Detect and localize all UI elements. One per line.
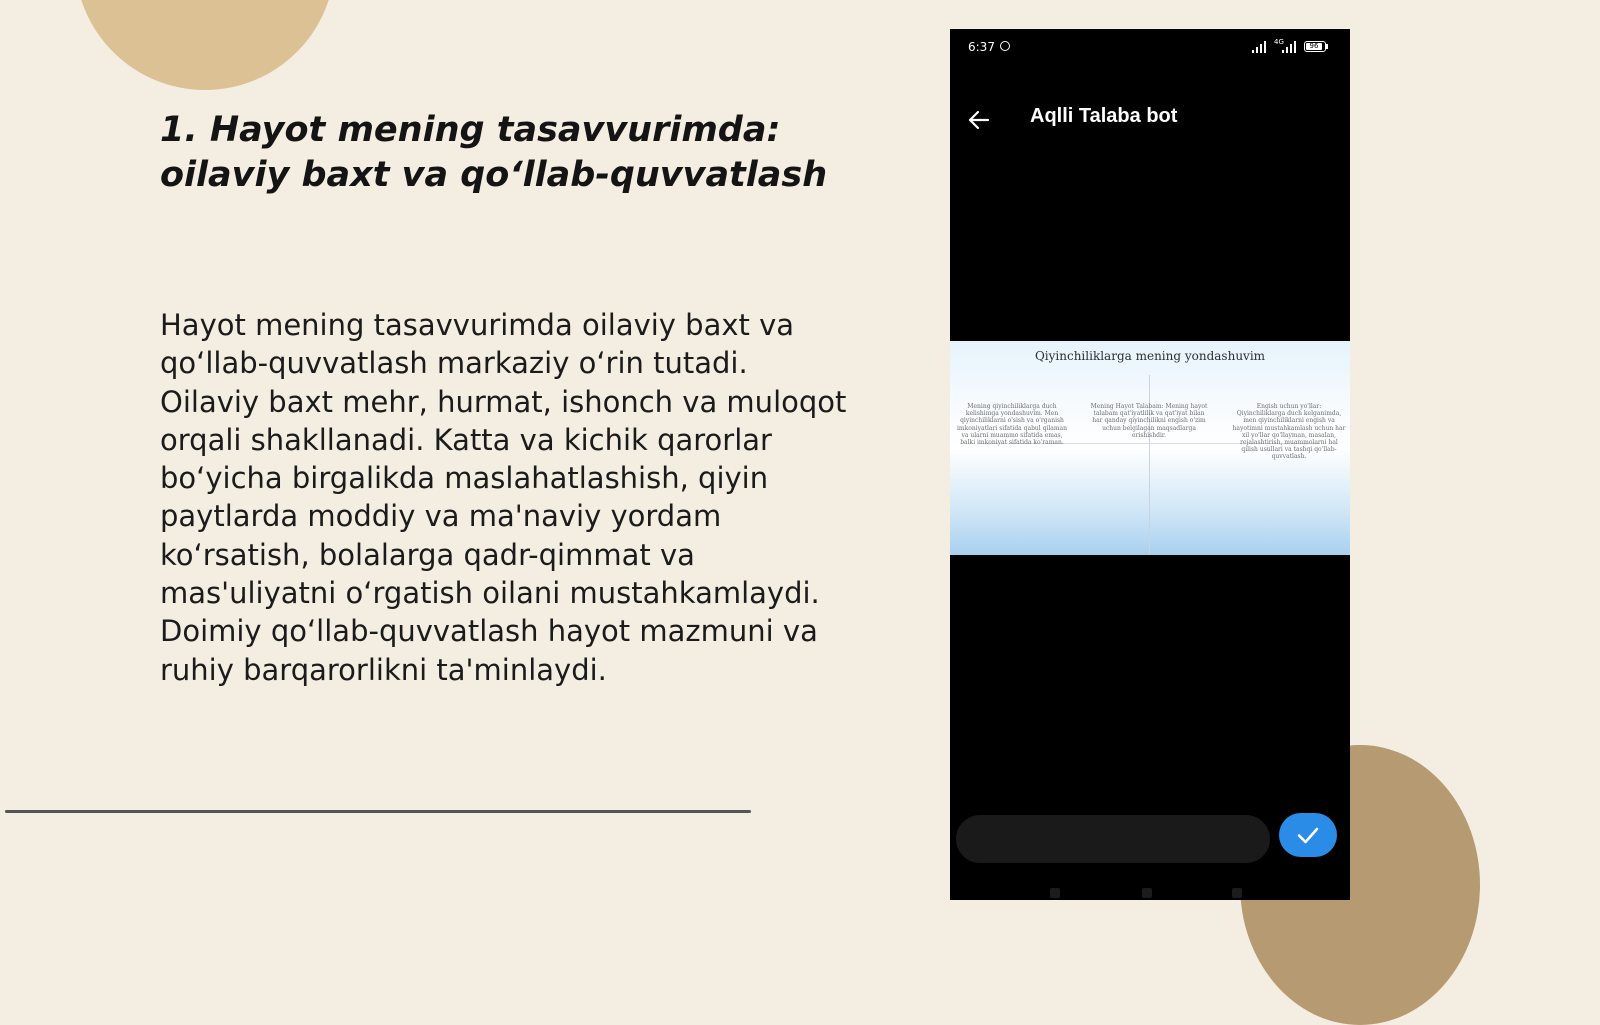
arrow-left-icon[interactable] (968, 109, 990, 131)
checkmark-icon (1296, 823, 1320, 847)
document-column-1: Mening qiyinchiliklarga duch kelishimga yondashuvim. Men qiyinchiliklarni o'sish va o'rganish imkoniyatlari sifatida qabul qilaman va ularni muammo sifatida emas, balki imkoniyat sifatida ko'raman. (957, 403, 1067, 447)
alarm-icon (1000, 41, 1010, 51)
battery-tip (1326, 44, 1328, 49)
nav-square-button[interactable] (1050, 888, 1060, 898)
document-column-2: Mening Hayot Talabam: Mening hayot talabam qat'iyatlilik va qat'iyat bilan har qanday qiyinchilikni engish o'zim uchun belgilagan maqsadlarga erishishdir. (1090, 403, 1208, 439)
chat-title: Aqlli Talaba bot (1030, 105, 1178, 127)
network-label: 4G (1274, 38, 1284, 46)
nav-back-button[interactable] (1232, 888, 1242, 898)
slide-divider (5, 810, 751, 813)
document-title: Qiyinchiliklarga mening yondashuvim (1034, 349, 1266, 363)
phone-screenshot (950, 29, 1350, 900)
nav-home-button[interactable] (1142, 888, 1152, 898)
status-time: 6:37 (968, 40, 995, 54)
send-button[interactable] (1279, 813, 1337, 857)
document-column-3: Engish uchun yo'llar: Qiyinchiliklarga duch kelganimda, men qiyinchiliklarni engish va hayotimni mustahkamlash uchun har xil yo'llar qo'llayman, masalan, rejalashtirish, muammolarni hal qilish usullari va tashqi qo'llab-quvvatlash. (1232, 403, 1346, 461)
document-preview[interactable] (950, 341, 1350, 555)
document-divider-vertical (1149, 375, 1150, 555)
signal-icon-2 (1282, 41, 1298, 53)
battery-level: 96 (1306, 43, 1322, 50)
caption-input[interactable] (956, 815, 1270, 863)
slide-body-text: Hayot mening tasavvurimda oilaviy baxt va qo‘llab-quvvatlash markaziy o‘rin tutadi. Oilaviy baxt mehr, hurmat, ishonch va muloqot orqali shakllanadi. Katta va kichik qarorlar bo‘yicha birgalikda maslahatlashish, qiyin paytlarda moddiy va ma'naviy yordam ko‘rsatish, bolalarga qadr-qimmat va mas'uliyatni o‘rgatish oilani mustahkamlaydi. Doimiy qo‘llab-quvvatlash hayot mazmuni va ruhiy barqarorlikni ta'minlaydi. (160, 308, 847, 687)
battery-icon (1304, 41, 1326, 52)
slide-title: 1. Hayot mening tasavvurimda: oilaviy baxt va qo‘llab-quvvatlash (160, 110, 828, 195)
signal-icon (1252, 41, 1268, 53)
decorative-circle-top (75, 0, 335, 90)
